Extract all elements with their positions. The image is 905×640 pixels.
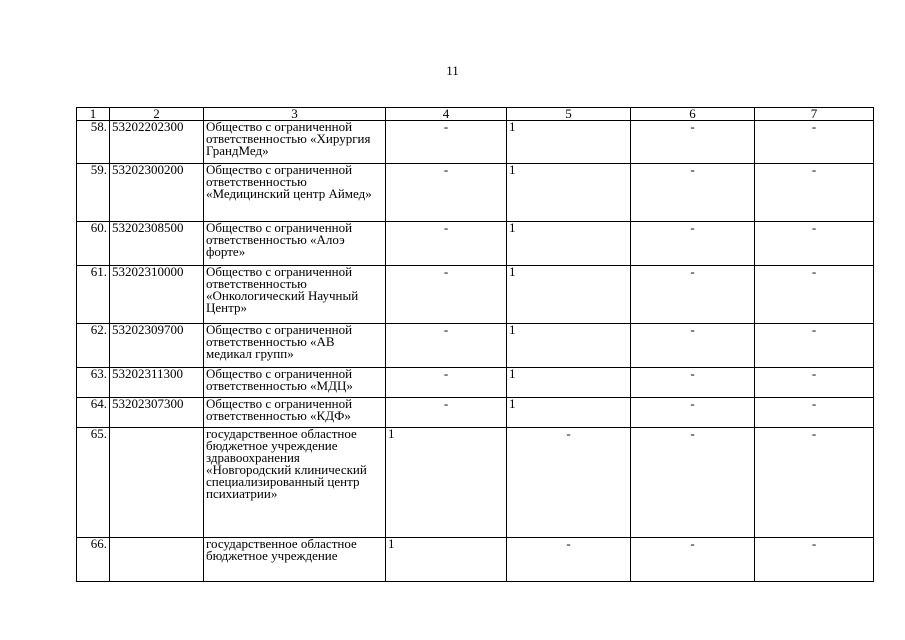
row-col-7: - bbox=[755, 222, 874, 266]
row-col-7: - bbox=[755, 368, 874, 398]
row-number: 59. bbox=[77, 164, 110, 222]
row-col-5: 1 bbox=[507, 398, 631, 428]
row-organization-name: Общество с ограниченной ответственностью «Алоэ форте» bbox=[204, 222, 386, 266]
table-row bbox=[77, 222, 874, 266]
row-col-4: - bbox=[386, 164, 507, 222]
row-col-6: - bbox=[631, 164, 755, 222]
row-number: 62. bbox=[77, 324, 110, 368]
row-col-5: 1 bbox=[507, 164, 631, 222]
row-organization-name: Общество с ограниченной ответственностью «Онкологический Научный Центр» bbox=[204, 266, 386, 324]
row-col-4: - bbox=[386, 266, 507, 324]
row-col-6: - bbox=[631, 222, 755, 266]
row-col-7: - bbox=[755, 324, 874, 368]
row-organization-name: Общество с ограниченной ответственностью «АВ медикал групп» bbox=[204, 324, 386, 368]
row-col-4: 1 bbox=[386, 538, 507, 582]
row-col-5: 1 bbox=[507, 222, 631, 266]
row-code: 53202308500 bbox=[110, 222, 204, 266]
row-col-7: - bbox=[755, 164, 874, 222]
row-col-4: - bbox=[386, 121, 507, 164]
header-col-3: 3 bbox=[204, 108, 386, 121]
header-col-2: 2 bbox=[110, 108, 204, 121]
row-col-6: - bbox=[631, 266, 755, 324]
row-code: 53202309700 bbox=[110, 324, 204, 368]
row-col-7: - bbox=[755, 266, 874, 324]
row-code: 53202311300 bbox=[110, 368, 204, 398]
row-col-4: - bbox=[386, 398, 507, 428]
table-row bbox=[77, 324, 874, 368]
row-col-7: - bbox=[755, 121, 874, 164]
header-col-6: 6 bbox=[631, 108, 755, 121]
row-col-7: - bbox=[755, 538, 874, 582]
row-code: 53202300200 bbox=[110, 164, 204, 222]
row-organization-name: государственное областное бюджетное учреждение bbox=[204, 538, 386, 582]
row-col-4: 1 bbox=[386, 428, 507, 538]
row-code: 53202307300 bbox=[110, 398, 204, 428]
row-organization-name: Общество с ограниченной ответственностью «Медицинский центр Аймед» bbox=[204, 164, 386, 222]
row-number: 65. bbox=[77, 428, 110, 538]
row-organization-name: государственное областное бюджетное учреждение здравоохранения «Новгородский клинический специализированный центр психиатрии» bbox=[204, 428, 386, 538]
row-col-5: 1 bbox=[507, 324, 631, 368]
table-header-row bbox=[77, 108, 874, 121]
row-col-7: - bbox=[755, 398, 874, 428]
row-code bbox=[110, 428, 204, 538]
row-code: 53202310000 bbox=[110, 266, 204, 324]
table-row bbox=[77, 368, 874, 398]
row-code: 53202202300 bbox=[110, 121, 204, 164]
row-col-6: - bbox=[631, 368, 755, 398]
table-row bbox=[77, 164, 874, 222]
row-number: 60. bbox=[77, 222, 110, 266]
row-organization-name: Общество с ограниченной ответственностью «КДФ» bbox=[204, 398, 386, 428]
table-row bbox=[77, 428, 874, 538]
row-col-5: 1 bbox=[507, 266, 631, 324]
header-col-7: 7 bbox=[755, 108, 874, 121]
row-col-4: - bbox=[386, 324, 507, 368]
row-number: 58. bbox=[77, 121, 110, 164]
row-col-6: - bbox=[631, 538, 755, 582]
table-row bbox=[77, 121, 874, 164]
row-number: 63. bbox=[77, 368, 110, 398]
row-col-6: - bbox=[631, 428, 755, 538]
page-number: 11 bbox=[446, 63, 459, 78]
row-col-6: - bbox=[631, 121, 755, 164]
header-col-4: 4 bbox=[386, 108, 507, 121]
row-col-6: - bbox=[631, 398, 755, 428]
row-organization-name: Общество с ограниченной ответственностью «Хирургия ГрандМед» bbox=[204, 121, 386, 164]
header-col-1: 1 bbox=[77, 108, 110, 121]
row-col-5: - bbox=[507, 538, 631, 582]
row-col-5: 1 bbox=[507, 368, 631, 398]
row-number: 64. bbox=[77, 398, 110, 428]
row-col-4: - bbox=[386, 368, 507, 398]
row-organization-name: Общество с ограниченной ответственностью «МДЦ» bbox=[204, 368, 386, 398]
row-number: 66. bbox=[77, 538, 110, 582]
header-col-5: 5 bbox=[507, 108, 631, 121]
row-number: 61. bbox=[77, 266, 110, 324]
table-row bbox=[77, 398, 874, 428]
row-col-5: - bbox=[507, 428, 631, 538]
row-col-6: - bbox=[631, 324, 755, 368]
row-col-5: 1 bbox=[507, 121, 631, 164]
row-col-4: - bbox=[386, 222, 507, 266]
data-table bbox=[76, 107, 874, 582]
row-col-7: - bbox=[755, 428, 874, 538]
table-row bbox=[77, 266, 874, 324]
row-code bbox=[110, 538, 204, 582]
table-row bbox=[77, 538, 874, 582]
